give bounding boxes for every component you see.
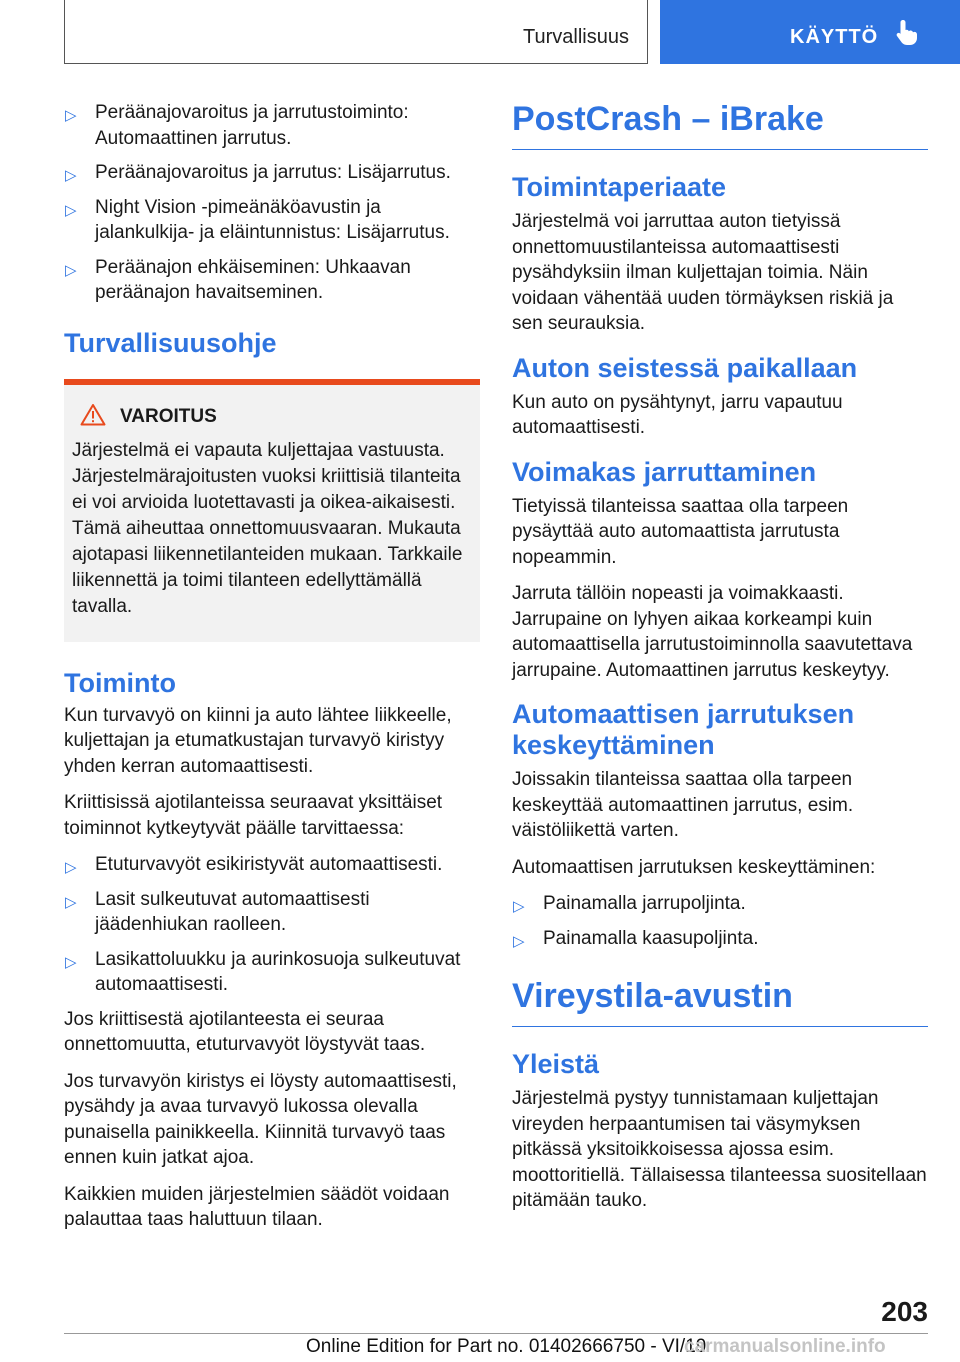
principle-heading: Toimintaperiaate [512, 172, 727, 202]
right-column [512, 100, 928, 1225]
function-paragraph: Kriittisissä ajotilanteissa seuraavat yksittäiset toiminnot kytkeytyvät päälle tarvittaessa: [64, 792, 443, 839]
interrupt-paragraph: Automaattisen jarrutuksen keskeyttäminen: [512, 856, 876, 878]
page-number: 203 [881, 1296, 928, 1327]
list-item: ▷ Night Vision -pimeänäköavustin ja jalankulkija- ja eläintunnistus: Lisäjarrutus. [65, 196, 450, 243]
footer-divider [64, 1333, 928, 1334]
list-item: ▷ Peräänajovaroitus ja jarrutustoiminto: Automaattinen jarrutus. [65, 102, 409, 149]
chapter-tab-label: KÄYTTÖ [790, 26, 879, 48]
standstill-heading: Auton seistessä paikallaan [512, 352, 858, 383]
bullet-triangle-icon: ▷ [65, 107, 77, 124]
section-title: Turvallisuus [523, 26, 629, 48]
function-bullet-list [64, 852, 480, 998]
interrupt-heading: Automaattisen jarrutuksen keskeyttäminen [512, 699, 855, 760]
warning-text: Järjestelmä ei vapauta kuljettajaa vastuusta. Järjestelmärajoitusten vuoksi kriittisiä tilanteita ei voi arvioida luotettavasti ja oikea-aikaisesti. Tämä aiheuttaa onnettomuusvaaran. Mukauta ajotapasi liikennetilanteiden mukaan. Tarkkaile liikennettä ja toimi tilanteen edellyttämällä tavalla. [72, 439, 463, 617]
braking-heading: Voimakas jarruttaminen [512, 456, 817, 487]
watermark: carmanualsonline.info [684, 1336, 886, 1357]
list-item: ▷ Painamalla jarrupoljinta. [512, 891, 928, 917]
bullet-triangle-icon: ▷ [65, 261, 77, 279]
braking-paragraph: Jarruta tällöin nopeasti ja voimakkaasti. Jarrupaine on lyhyen aikaa korkeampi kuin automaattisella jarrutustoiminnolla saavutettava jarrupaine. Automaattinen jarrutus keskeytyy. [512, 583, 913, 681]
interrupt-paragraph: Joissakin tilanteissa saattaa olla tarpeen keskeyttää automaattinen jarrutus, esim. väistöliikettä varten. [512, 769, 854, 841]
function-paragraph: Kun turvavyö on kiinni ja auto lähtee liikkeelle, kuljettajan ja etumatkustajan turvavyö kiristyy yhden kerran automaattisesti. [64, 704, 452, 777]
list-item: ▷ Peräänajon ehkäiseminen: Uhkaavan peräänajon havaitseminen. [65, 256, 411, 303]
braking-paragraph: Tietyissä tilanteissa saattaa olla tarpeen pysäyttää auto automaattista jarrutusta nopeammin. [512, 495, 849, 568]
edition-text: Online Edition for Part no. 01402666750 - VI/19 [306, 1336, 707, 1357]
top-bullet-list [64, 100, 480, 306]
warning-box [64, 379, 480, 642]
bullet-triangle-icon: ▷ [65, 893, 77, 911]
bullet-triangle-icon: ▷ [65, 201, 77, 219]
bullet-triangle-icon: ▷ [65, 859, 77, 876]
bullet-triangle-icon: ▷ [65, 953, 77, 971]
general-heading: Yleistä [512, 1049, 600, 1079]
function-paragraph: Jos turvavyön kiristys ei löysty automaattisesti, pysähdy ja avaa turvavyö lukossa olevalla punaisella painikkeella. Kiinnitä turvavyö taas ennen kuin jatkat ajoa. [64, 1070, 457, 1168]
vigilance-heading: Vireystila-avustin [512, 977, 928, 1027]
bullet-triangle-icon: ▷ [513, 932, 525, 950]
bullet-triangle-icon: ▷ [65, 167, 77, 184]
general-text: Järjestelmä pystyy tunnistamaan kuljettajan vireyden herpaantumisen tai väsymyksen pitkässä yksitoikkoisessa ajossa esim. moottoritiellä. Tällaisessa tilanteessa suositellaan pitämään tauko. [512, 1088, 927, 1211]
left-column [64, 100, 480, 1244]
warning-title: VAROITUS [120, 406, 217, 427]
list-item: ▷ Painamalla kaasupoljinta. [512, 926, 928, 952]
warning-triangle-icon [80, 403, 106, 432]
list-item: ▷ Lasit sulkeutuvat automaattisesti jäädenhiukan raolleen. [65, 888, 370, 935]
function-paragraph: Jos kriittisestä ajotilanteesta ei seuraa onnettomuutta, etuturvavyöt löystyvät taas. [64, 1008, 426, 1055]
principle-text: Järjestelmä voi jarruttaa auton tietyissä onnettomuustilanteissa automaattisesti pysähdyksiin ilman kuljettajan toimia. Näin voidaan vähentää uuden törmäyksen riskiä ja sen seurauksia. [512, 211, 894, 334]
function-paragraph: Kaikkien muiden järjestelmien säädöt voidaan palauttaa taas haluttuun tilaan. [64, 1183, 450, 1230]
bullet-triangle-icon: ▷ [513, 898, 525, 915]
pointing-hand-icon [894, 18, 920, 51]
list-item: ▷ Lasikattoluukku ja aurinkosuoja sulkeutuvat automaattisesti. [65, 948, 461, 995]
list-item: ▷ Peräänajovaroitus ja jarrutus: Lisäjarrutus. [64, 160, 480, 186]
header-section-box [64, 0, 648, 64]
function-heading: Toiminto [64, 667, 176, 698]
interrupt-bullet-list [512, 891, 928, 951]
main-heading: PostCrash – iBrake [512, 100, 928, 150]
list-item: ▷ Etuturvavyöt esikiristyvät automaattisesti. [64, 852, 480, 878]
safety-heading: Turvallisuusohje [64, 327, 277, 358]
standstill-text: Kun auto on pysähtynyt, jarru vapautuu automaattisesti. [512, 391, 843, 438]
